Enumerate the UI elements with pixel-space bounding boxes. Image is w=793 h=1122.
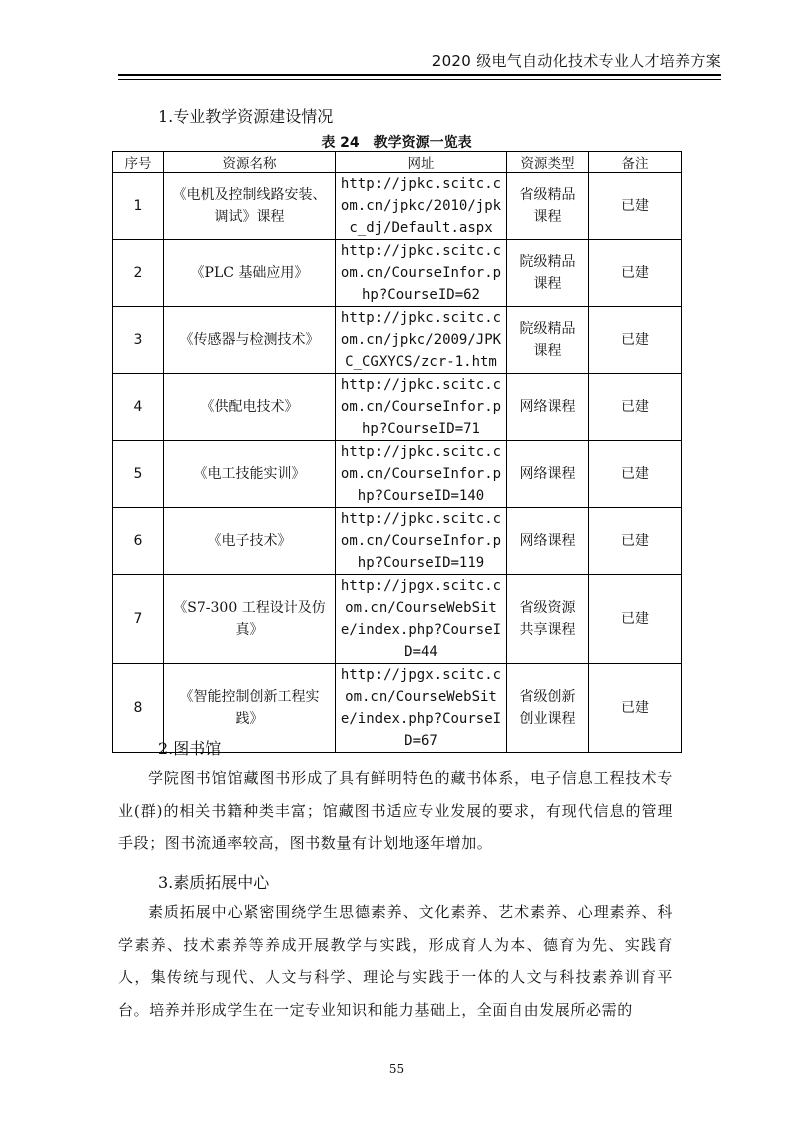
cell-no: 1: [113, 173, 164, 240]
table-row: [113, 374, 682, 441]
section-3-title: 3.素质拓展中心: [158, 873, 270, 892]
cell-url: http://jpkc.scitc.com.cn/CourseInfor.php?CourseID=62: [336, 240, 507, 307]
cell-note: 已建: [589, 307, 682, 374]
cell-name: 《智能控制创新工程实践》: [164, 664, 336, 753]
cell-name: 《S7-300 工程设计及仿真》: [164, 575, 336, 664]
col-header-no: 序号: [113, 152, 164, 173]
cell-url: http://jpkc.scitc.com.cn/CourseInfor.php?CourseID=119: [336, 508, 507, 575]
header-rule-thick: [118, 74, 721, 76]
cell-name: 《电工技能实训》: [164, 441, 336, 508]
cell-name: 《电机及控制线路安装、调试》课程: [164, 173, 336, 240]
cell-no: 8: [113, 664, 164, 753]
table-row: [113, 508, 682, 575]
table-caption: [0, 132, 793, 152]
cell-name: 《传感器与检测技术》: [164, 307, 336, 374]
cell-type: 网络课程: [507, 374, 589, 441]
cell-note: 已建: [589, 173, 682, 240]
cell-url: http://jpkc.scitc.com.cn/CourseInfor.php?CourseID=140: [336, 441, 507, 508]
cell-note: 已建: [589, 508, 682, 575]
cell-no: 3: [113, 307, 164, 374]
cell-note: 已建: [589, 240, 682, 307]
table-row: [113, 575, 682, 664]
cell-no: 5: [113, 441, 164, 508]
cell-type: 网络课程: [507, 441, 589, 508]
cell-name: 《供配电技术》: [164, 374, 336, 441]
section-2-paragraph: 学院图书馆馆藏图书形成了具有鲜明特色的藏书体系，电子信息工程技术专业(群)的相关书籍种类丰富；馆藏图书适应专业发展的要求，有现代信息的管理手段；图书流通率较高，图书数量有计划地逐年增加。: [118, 769, 673, 852]
cell-url: http://jpkc.scitc.com.cn/jpkc/2010/jpkc_dj/Default.aspx: [336, 173, 507, 240]
table-row: [113, 173, 682, 240]
cell-type: 网络课程: [507, 508, 589, 575]
col-header-type: 资源类型: [507, 152, 589, 173]
header-rule-thin: [118, 79, 721, 80]
table-caption-title: 教学资源一览表: [373, 135, 472, 151]
page-number: 55: [388, 1062, 405, 1076]
cell-name: 《电子技术》: [164, 508, 336, 575]
col-header-name: 资源名称: [164, 152, 336, 173]
cell-note: 已建: [589, 664, 682, 753]
cell-type: 省级资源共享课程: [507, 575, 589, 664]
cell-url: http://jpkc.scitc.com.cn/jpkc/2009/JPKC_CGXYCS/zcr-1.htm: [336, 307, 507, 374]
document-header-title: 2020 级电气自动化技术专业人才培养方案: [431, 52, 721, 70]
cell-no: 6: [113, 508, 164, 575]
table-header-row: [113, 152, 682, 173]
cell-type: 省级精品课程: [507, 173, 589, 240]
table-row: [113, 240, 682, 307]
table-row: [113, 441, 682, 508]
table-row: [113, 307, 682, 374]
cell-no: 7: [113, 575, 164, 664]
section-3-paragraph: 素质拓展中心紧密围绕学生思德素养、文化素养、艺术素养、心理素养、科学素养、技术素养等养成开展教学与实践，形成育人为本、德育为先、实践育人，集传统与现代、人文与科学、理论与实践于一体的人文与科技素养训育平台。培养并形成学生在一定专业知识和能力基础上，全面自由发展所必需的: [118, 903, 673, 1019]
cell-type: 省级创新创业课程: [507, 664, 589, 753]
cell-url: http://jpgx.scitc.com.cn/CourseWebSite/index.php?CourseID=44: [336, 575, 507, 664]
cell-no: 2: [113, 240, 164, 307]
teaching-resources-table: [112, 151, 682, 753]
cell-type: 院级精品课程: [507, 240, 589, 307]
col-header-url: 网址: [336, 152, 507, 173]
cell-url: http://jpgx.scitc.com.cn/CourseWebSite/index.php?CourseID=67: [336, 664, 507, 753]
section-1-title: 1.专业教学资源建设情况: [158, 107, 334, 126]
section-2-title: 2.图书馆: [158, 739, 222, 758]
col-header-note: 备注: [589, 152, 682, 173]
cell-note: 已建: [589, 374, 682, 441]
cell-note: 已建: [589, 575, 682, 664]
cell-note: 已建: [589, 441, 682, 508]
cell-url: http://jpkc.scitc.com.cn/CourseInfor.php?CourseID=71: [336, 374, 507, 441]
table-caption-label: 表 24: [321, 135, 360, 151]
cell-type: 院级精品课程: [507, 307, 589, 374]
cell-no: 4: [113, 374, 164, 441]
cell-name: 《PLC 基础应用》: [164, 240, 336, 307]
